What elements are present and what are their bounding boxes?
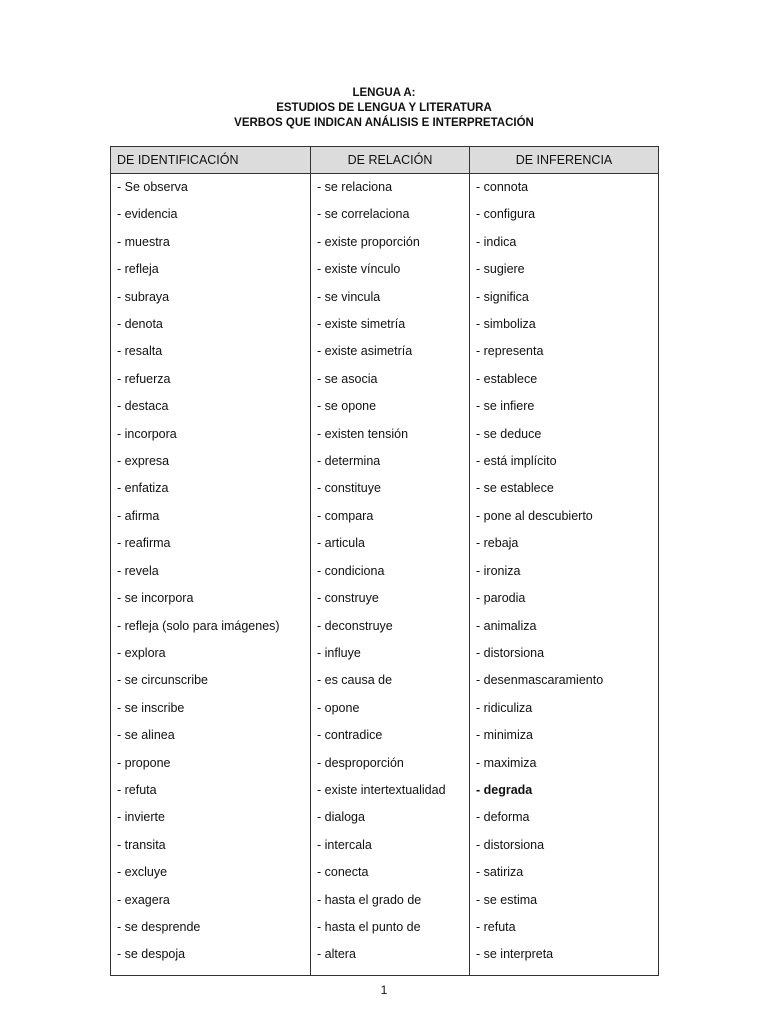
relacion-cell: - determina [311, 448, 470, 475]
relacion-cell: - conecta [311, 859, 470, 886]
table-row [111, 667, 659, 694]
identificacion-cell: - Se observa [111, 174, 311, 202]
inferencia-cell: - deforma [470, 804, 659, 831]
relacion-cell: - se correlaciona [311, 201, 470, 228]
relacion-cell: - hasta el grado de [311, 887, 470, 914]
inferencia-cell: - significa [470, 284, 659, 311]
identificacion-cell: - refuerza [111, 366, 311, 393]
relacion-cell: - intercala [311, 832, 470, 859]
table-row [111, 859, 659, 886]
inferencia-cell: - pone al descubierto [470, 503, 659, 530]
identificacion-cell: - reafirma [111, 530, 311, 557]
relacion-cell: - deconstruye [311, 613, 470, 640]
relacion-cell: - se vincula [311, 284, 470, 311]
relacion-cell: - desproporción [311, 750, 470, 777]
table-row [111, 722, 659, 749]
table-row [111, 777, 659, 804]
relacion-cell: - influye [311, 640, 470, 667]
inferencia-cell: - sugiere [470, 256, 659, 283]
inferencia-cell: - se interpreta [470, 941, 659, 976]
verbs-table [110, 146, 659, 976]
relacion-cell: - existe intertextualidad [311, 777, 470, 804]
relacion-cell: - compara [311, 503, 470, 530]
table-row [111, 530, 659, 557]
identificacion-cell: - resalta [111, 338, 311, 365]
table-row [111, 475, 659, 502]
inferencia-cell: - connota [470, 174, 659, 202]
inferencia-cell: - parodia [470, 585, 659, 612]
relacion-cell: - dialoga [311, 804, 470, 831]
identificacion-cell: - exagera [111, 887, 311, 914]
title-line-1: LENGUA A: [352, 87, 416, 99]
identificacion-cell: - propone [111, 750, 311, 777]
table-row [111, 366, 659, 393]
identificacion-cell: - transita [111, 832, 311, 859]
table-row [111, 558, 659, 585]
relacion-cell: - es causa de [311, 667, 470, 694]
table-row [111, 695, 659, 722]
title-line-2: ESTUDIOS DE LENGUA Y LITERATURA [276, 102, 492, 114]
identificacion-cell: - explora [111, 640, 311, 667]
identificacion-cell: - subraya [111, 284, 311, 311]
inferencia-cell: - representa [470, 338, 659, 365]
table-row [111, 585, 659, 612]
identificacion-cell: - denota [111, 311, 311, 338]
table-row [111, 640, 659, 667]
table-row [111, 804, 659, 831]
inferencia-cell: - distorsiona [470, 640, 659, 667]
header-identificacion: DE IDENTIFICACIÓN [111, 147, 311, 174]
inferencia-cell: - simboliza [470, 311, 659, 338]
relacion-cell: - hasta el punto de [311, 914, 470, 941]
inferencia-cell: - configura [470, 201, 659, 228]
relacion-cell: - existen tensión [311, 421, 470, 448]
relacion-cell: - existe vínculo [311, 256, 470, 283]
inferencia-cell: - maximiza [470, 750, 659, 777]
identificacion-cell: - se despoja [111, 941, 311, 976]
table-row [111, 914, 659, 941]
inferencia-cell: - indica [470, 229, 659, 256]
relacion-cell: - construye [311, 585, 470, 612]
identificacion-cell: - excluye [111, 859, 311, 886]
table-row [111, 750, 659, 777]
table-header-row [111, 147, 659, 174]
relacion-cell: - condiciona [311, 558, 470, 585]
inferencia-cell: - desenmascaramiento [470, 667, 659, 694]
identificacion-cell: - revela [111, 558, 311, 585]
inferencia-cell: - refuta [470, 914, 659, 941]
table-row [111, 613, 659, 640]
table-row [111, 421, 659, 448]
inferencia-cell: - está implícito [470, 448, 659, 475]
table-row [111, 174, 659, 202]
table-row [111, 201, 659, 228]
table-row [111, 229, 659, 256]
inferencia-cell: - degrada [470, 777, 659, 804]
inferencia-cell: - establece [470, 366, 659, 393]
inferencia-cell: - se estima [470, 887, 659, 914]
relacion-cell: - existe simetría [311, 311, 470, 338]
inferencia-cell: - se deduce [470, 421, 659, 448]
table-row [111, 941, 659, 976]
identificacion-cell: - evidencia [111, 201, 311, 228]
identificacion-cell: - se alinea [111, 722, 311, 749]
identificacion-cell: - expresa [111, 448, 311, 475]
header-relacion: DE RELACIÓN [311, 147, 470, 174]
table-row [111, 256, 659, 283]
relacion-cell: - se opone [311, 393, 470, 420]
identificacion-cell: - muestra [111, 229, 311, 256]
table-row [111, 311, 659, 338]
relacion-cell: - se relaciona [311, 174, 470, 202]
identificacion-cell: - se incorpora [111, 585, 311, 612]
inferencia-cell: - rebaja [470, 530, 659, 557]
table-row [111, 887, 659, 914]
relacion-cell: - existe asimetría [311, 338, 470, 365]
identificacion-cell: - incorpora [111, 421, 311, 448]
identificacion-cell: - refleja [111, 256, 311, 283]
inferencia-cell: - ridiculiza [470, 695, 659, 722]
identificacion-cell: - destaca [111, 393, 311, 420]
relacion-cell: - opone [311, 695, 470, 722]
inferencia-cell: - minimiza [470, 722, 659, 749]
table-body [111, 174, 659, 976]
table-row [111, 338, 659, 365]
identificacion-cell: - se inscribe [111, 695, 311, 722]
relacion-cell: - existe proporción [311, 229, 470, 256]
identificacion-cell: - refleja (solo para imágenes) [111, 613, 311, 640]
inferencia-cell: - se establece [470, 475, 659, 502]
table-row [111, 448, 659, 475]
table-row [111, 284, 659, 311]
relacion-cell: - altera [311, 941, 470, 976]
relacion-cell: - contradice [311, 722, 470, 749]
relacion-cell: - se asocia [311, 366, 470, 393]
inferencia-cell: - se infiere [470, 393, 659, 420]
header-inferencia: DE INFERENCIA [470, 147, 659, 174]
inferencia-cell: - animaliza [470, 613, 659, 640]
inferencia-cell: - ironiza [470, 558, 659, 585]
title-line-3: VERBOS QUE INDICAN ANÁLISIS E INTERPRETACIÓN [234, 117, 534, 129]
identificacion-cell: - enfatiza [111, 475, 311, 502]
identificacion-cell: - se circunscribe [111, 667, 311, 694]
table-row [111, 832, 659, 859]
inferencia-cell: - distorsiona [470, 832, 659, 859]
table-row [111, 393, 659, 420]
identificacion-cell: - afirma [111, 503, 311, 530]
page-number: 1 [380, 983, 388, 997]
inferencia-cell: - satiriza [470, 859, 659, 886]
identificacion-cell: - invierte [111, 804, 311, 831]
table-row [111, 503, 659, 530]
relacion-cell: - articula [311, 530, 470, 557]
identificacion-cell: - refuta [111, 777, 311, 804]
relacion-cell: - constituye [311, 475, 470, 502]
document-title [0, 86, 768, 131]
identificacion-cell: - se desprende [111, 914, 311, 941]
